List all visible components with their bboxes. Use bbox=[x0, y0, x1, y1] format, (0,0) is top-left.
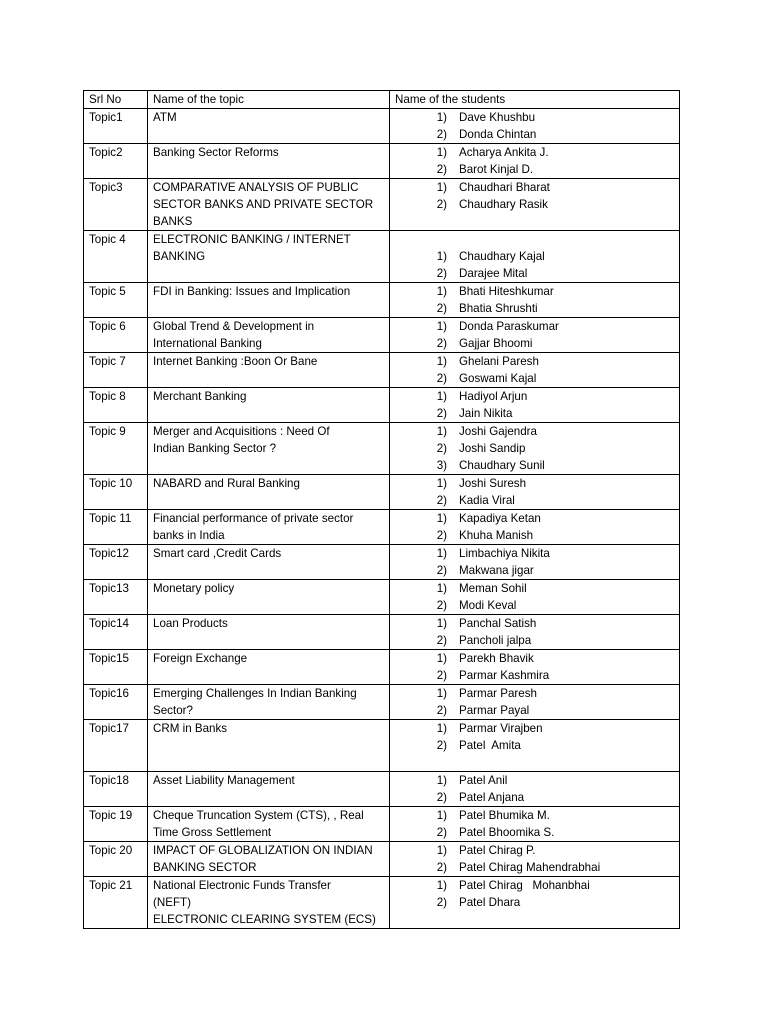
list-item bbox=[421, 650, 674, 667]
students-cell bbox=[390, 842, 680, 877]
student-number bbox=[421, 231, 459, 248]
list-item bbox=[421, 545, 674, 562]
list-item bbox=[421, 126, 674, 143]
student-number: 2) bbox=[436, 163, 447, 176]
topic-line: Sector? bbox=[153, 704, 193, 717]
student-list bbox=[395, 685, 674, 719]
student-list bbox=[395, 580, 674, 614]
topic-line: Monetary policy bbox=[153, 582, 235, 595]
student-number: 1) bbox=[436, 477, 447, 490]
student-name: Donda Paraskumar bbox=[459, 320, 559, 333]
list-item bbox=[421, 318, 674, 335]
table-row bbox=[84, 388, 680, 423]
student-number: 1) bbox=[436, 722, 447, 735]
list-item bbox=[421, 859, 674, 876]
student-number: 1) bbox=[436, 111, 447, 124]
topic-line: Internet Banking :Boon Or Bane bbox=[153, 355, 318, 368]
serial-cell: Topic12 bbox=[84, 545, 148, 580]
list-item bbox=[421, 300, 674, 317]
students-cell bbox=[390, 580, 680, 615]
student-name: Donda Chintan bbox=[459, 128, 537, 141]
serial-cell: Topic 19 bbox=[84, 807, 148, 842]
list-item bbox=[421, 109, 674, 126]
list-item bbox=[421, 842, 674, 859]
student-number: 1) bbox=[436, 250, 447, 263]
topic-cell bbox=[148, 318, 390, 353]
student-number: 1) bbox=[436, 390, 447, 403]
students-cell bbox=[390, 144, 680, 179]
list-item bbox=[421, 423, 674, 440]
topic-cell bbox=[148, 807, 390, 842]
topic-line: Banking Sector Reforms bbox=[153, 146, 279, 159]
students-cell bbox=[390, 545, 680, 580]
table-row bbox=[84, 318, 680, 353]
student-list bbox=[395, 842, 674, 876]
student-name: Parmar Kashmira bbox=[459, 669, 550, 682]
table-row bbox=[84, 475, 680, 510]
student-name: Chaudhari Bharat bbox=[459, 181, 550, 194]
topic-cell bbox=[148, 720, 390, 772]
student-name: Patel Anjana bbox=[459, 791, 525, 804]
student-name: Khuha Manish bbox=[459, 529, 534, 542]
student-number: 1) bbox=[436, 512, 447, 525]
student-list bbox=[395, 109, 674, 143]
list-item bbox=[421, 283, 674, 300]
student-number: 2) bbox=[436, 198, 447, 211]
topic-line: FDI in Banking: Issues and Implication bbox=[153, 285, 351, 298]
list-item bbox=[421, 772, 674, 789]
student-list bbox=[395, 144, 674, 178]
students-cell bbox=[390, 650, 680, 685]
serial-cell: Topic16 bbox=[84, 685, 148, 720]
serial-cell: Topic2 bbox=[84, 144, 148, 179]
student-number: 1) bbox=[436, 355, 447, 368]
topic-line: Merchant Banking bbox=[153, 390, 247, 403]
list-item bbox=[421, 179, 674, 196]
student-list bbox=[395, 423, 674, 474]
topic-line: Foreign Exchange bbox=[153, 652, 248, 665]
table-row bbox=[84, 179, 680, 231]
list-item bbox=[421, 492, 674, 509]
student-list bbox=[395, 475, 674, 509]
student-list bbox=[395, 318, 674, 352]
student-name: Pancholi jalpa bbox=[459, 634, 532, 647]
list-item bbox=[421, 457, 674, 474]
topic-line: Smart card ,Credit Cards bbox=[153, 547, 282, 560]
list-item bbox=[421, 370, 674, 387]
topic-cell bbox=[148, 423, 390, 475]
topic-line: International Banking bbox=[153, 337, 262, 350]
student-name: Joshi Sandip bbox=[459, 442, 526, 455]
student-number: 2) bbox=[436, 564, 447, 577]
list-item bbox=[421, 405, 674, 422]
list-item bbox=[421, 877, 674, 894]
student-list bbox=[395, 353, 674, 387]
student-name: Patel Bhumika M. bbox=[459, 809, 550, 822]
student-number: 2) bbox=[436, 407, 447, 420]
student-name: Kadia Viral bbox=[459, 494, 515, 507]
list-item bbox=[421, 754, 674, 771]
student-number: 1) bbox=[436, 687, 447, 700]
topic-line: BANKING bbox=[153, 250, 206, 263]
student-name: Makwana jigar bbox=[459, 564, 534, 577]
topic-line: Global Trend & Development in bbox=[153, 320, 315, 333]
topic-line: National Electronic Funds Transfer bbox=[153, 879, 331, 892]
student-number bbox=[421, 754, 459, 771]
student-list bbox=[395, 231, 674, 282]
student-name: Parmar Virajben bbox=[459, 722, 543, 735]
topic-line: COMPARATIVE ANALYSIS OF PUBLIC bbox=[153, 181, 359, 194]
student-number: 2) bbox=[436, 896, 447, 909]
topic-line: ATM bbox=[153, 111, 177, 124]
student-name: Acharya Ankita J. bbox=[459, 146, 549, 159]
serial-cell: Topic 6 bbox=[84, 318, 148, 353]
student-list bbox=[395, 615, 674, 649]
table-row bbox=[84, 144, 680, 179]
topic-cell bbox=[148, 580, 390, 615]
list-item bbox=[421, 702, 674, 719]
serial-cell: Topic14 bbox=[84, 615, 148, 650]
topic-cell bbox=[148, 510, 390, 545]
students-cell bbox=[390, 353, 680, 388]
student-list bbox=[395, 510, 674, 544]
serial-cell: Topic17 bbox=[84, 720, 148, 772]
student-list bbox=[395, 720, 674, 771]
student-name: Dave Khushbu bbox=[459, 111, 536, 124]
student-number: 1) bbox=[436, 582, 447, 595]
serial-cell: Topic 9 bbox=[84, 423, 148, 475]
topic-line: banks in India bbox=[153, 529, 225, 542]
table-row bbox=[84, 231, 680, 283]
student-name: Patel Anil bbox=[459, 774, 508, 787]
topic-cell bbox=[148, 283, 390, 318]
student-list bbox=[395, 807, 674, 841]
student-name: Meman Sohil bbox=[459, 582, 527, 595]
topic-line: (NEFT) bbox=[153, 896, 191, 909]
student-number: 2) bbox=[436, 861, 447, 874]
students-cell bbox=[390, 720, 680, 772]
students-cell bbox=[390, 615, 680, 650]
topic-line: Financial performance of private sector bbox=[153, 512, 354, 525]
students-cell bbox=[390, 231, 680, 283]
topic-line: Indian Banking Sector ? bbox=[153, 442, 277, 455]
student-list bbox=[395, 283, 674, 317]
student-number: 2) bbox=[436, 302, 447, 315]
student-name: Patel Chirag Mohanbhai bbox=[459, 879, 590, 892]
student-name: Bhati Hiteshkumar bbox=[459, 285, 554, 298]
student-name: Joshi Suresh bbox=[459, 477, 527, 490]
serial-cell: Topic1 bbox=[84, 109, 148, 144]
table-row bbox=[84, 650, 680, 685]
students-cell bbox=[390, 318, 680, 353]
student-name: Panchal Satish bbox=[459, 617, 537, 630]
list-item bbox=[421, 196, 674, 213]
table-row bbox=[84, 772, 680, 807]
table-row bbox=[84, 283, 680, 318]
table-row bbox=[84, 353, 680, 388]
topic-cell bbox=[148, 685, 390, 720]
topic-cell bbox=[148, 545, 390, 580]
table-row bbox=[84, 685, 680, 720]
student-number: 2) bbox=[436, 704, 447, 717]
list-item bbox=[421, 562, 674, 579]
student-number: 2) bbox=[436, 337, 447, 350]
student-name: Parekh Bhavik bbox=[459, 652, 534, 665]
topic-cell bbox=[148, 842, 390, 877]
student-name: Joshi Gajendra bbox=[459, 425, 537, 438]
topic-line: ELECTRONIC BANKING / INTERNET bbox=[153, 233, 351, 246]
table-header-row bbox=[84, 91, 680, 109]
list-item bbox=[421, 737, 674, 754]
student-number: 1) bbox=[436, 181, 447, 194]
students-cell bbox=[390, 877, 680, 929]
topic-cell bbox=[148, 388, 390, 423]
student-number: 2) bbox=[436, 826, 447, 839]
student-name: Kapadiya Ketan bbox=[459, 512, 541, 525]
student-list bbox=[395, 179, 674, 213]
serial-cell: Topic3 bbox=[84, 179, 148, 231]
serial-cell: Topic13 bbox=[84, 580, 148, 615]
students-cell bbox=[390, 283, 680, 318]
topic-line: Emerging Challenges In Indian Banking bbox=[153, 687, 357, 700]
list-item bbox=[421, 144, 674, 161]
header-topic-name: Name of the topic bbox=[148, 91, 390, 109]
student-list bbox=[395, 388, 674, 422]
student-number: 1) bbox=[436, 774, 447, 787]
topic-line: Loan Products bbox=[153, 617, 228, 630]
topic-line: NABARD and Rural Banking bbox=[153, 477, 300, 490]
student-number: 2) bbox=[436, 791, 447, 804]
serial-cell: Topic 8 bbox=[84, 388, 148, 423]
table-row bbox=[84, 423, 680, 475]
list-item bbox=[421, 720, 674, 737]
list-item bbox=[421, 265, 674, 282]
topics-table bbox=[83, 90, 680, 929]
students-cell bbox=[390, 510, 680, 545]
student-name: Hadiyol Arjun bbox=[459, 390, 528, 403]
list-item bbox=[421, 510, 674, 527]
topic-line: SECTOR BANKS AND PRIVATE SECTOR bbox=[153, 198, 374, 211]
student-number: 1) bbox=[436, 844, 447, 857]
topic-cell bbox=[148, 231, 390, 283]
serial-cell: Topic 4 bbox=[84, 231, 148, 283]
list-item bbox=[421, 632, 674, 649]
student-number: 2) bbox=[436, 267, 447, 280]
student-name: Patel Chirag P. bbox=[459, 844, 536, 857]
list-item bbox=[421, 475, 674, 492]
students-cell bbox=[390, 179, 680, 231]
student-name: Patel Chirag Mahendrabhai bbox=[459, 861, 601, 874]
student-number: 2) bbox=[436, 599, 447, 612]
list-item bbox=[421, 353, 674, 370]
table-row bbox=[84, 615, 680, 650]
list-item bbox=[421, 527, 674, 544]
serial-cell: Topic 10 bbox=[84, 475, 148, 510]
topic-cell bbox=[148, 109, 390, 144]
student-number: 2) bbox=[436, 372, 447, 385]
table-row bbox=[84, 842, 680, 877]
topic-line: IMPACT OF GLOBALIZATION ON INDIAN bbox=[153, 844, 373, 857]
table-row bbox=[84, 720, 680, 772]
topic-cell bbox=[148, 144, 390, 179]
topic-line: BANKS bbox=[153, 215, 193, 228]
list-item bbox=[421, 894, 674, 911]
student-name: Ghelani Paresh bbox=[459, 355, 539, 368]
student-number: 2) bbox=[436, 739, 447, 752]
student-number: 1) bbox=[436, 809, 447, 822]
list-item bbox=[421, 580, 674, 597]
topic-cell bbox=[148, 615, 390, 650]
topic-line: Merger and Acquisitions : Need Of bbox=[153, 425, 330, 438]
topic-cell bbox=[148, 179, 390, 231]
student-number: 1) bbox=[436, 879, 447, 892]
student-name: Chaudhary Kajal bbox=[459, 250, 545, 263]
student-name: Bhatia Shrushti bbox=[459, 302, 538, 315]
serial-cell: Topic 21 bbox=[84, 877, 148, 929]
list-item bbox=[421, 807, 674, 824]
topic-line: Cheque Truncation System (CTS), , Real bbox=[153, 809, 364, 822]
list-item bbox=[421, 615, 674, 632]
student-name: Gajjar Bhoomi bbox=[459, 337, 533, 350]
table-row bbox=[84, 510, 680, 545]
header-srl-no: Srl No bbox=[84, 91, 148, 109]
student-name: Barot Kinjal D. bbox=[459, 163, 534, 176]
student-name: Modi Keval bbox=[459, 599, 517, 612]
table-body bbox=[84, 109, 680, 929]
table-row bbox=[84, 109, 680, 144]
serial-cell: Topic 11 bbox=[84, 510, 148, 545]
student-name: Chaudhary Rasik bbox=[459, 198, 548, 211]
list-item bbox=[421, 161, 674, 178]
table-row bbox=[84, 580, 680, 615]
student-list bbox=[395, 772, 674, 806]
student-list bbox=[395, 545, 674, 579]
list-item bbox=[421, 248, 674, 265]
serial-cell: Topic 7 bbox=[84, 353, 148, 388]
list-item bbox=[421, 789, 674, 806]
list-item bbox=[421, 440, 674, 457]
student-number: 1) bbox=[436, 617, 447, 630]
student-number: 2) bbox=[436, 128, 447, 141]
student-name: Parmar Paresh bbox=[459, 687, 537, 700]
topic-cell bbox=[148, 475, 390, 510]
list-item bbox=[421, 685, 674, 702]
student-number: 1) bbox=[436, 320, 447, 333]
list-item bbox=[421, 667, 674, 684]
students-cell bbox=[390, 423, 680, 475]
topic-cell bbox=[148, 650, 390, 685]
student-number: 1) bbox=[436, 652, 447, 665]
students-cell bbox=[390, 685, 680, 720]
list-item bbox=[421, 231, 674, 248]
topic-cell bbox=[148, 353, 390, 388]
students-cell bbox=[390, 109, 680, 144]
topic-line: ELECTRONIC CLEARING SYSTEM (ECS) bbox=[153, 913, 376, 926]
students-cell bbox=[390, 475, 680, 510]
student-number: 3) bbox=[436, 459, 447, 472]
student-name: Patel Amita bbox=[459, 739, 521, 752]
student-number: 2) bbox=[436, 442, 447, 455]
topic-line: CRM in Banks bbox=[153, 722, 228, 735]
header-student-names: Name of the students bbox=[390, 91, 680, 109]
student-name: Darajee Mital bbox=[459, 267, 528, 280]
students-cell bbox=[390, 772, 680, 807]
serial-cell: Topic15 bbox=[84, 650, 148, 685]
topic-line: Time Gross Settlement bbox=[153, 826, 272, 839]
student-number: 1) bbox=[436, 146, 447, 159]
student-name: Patel Dhara bbox=[459, 896, 521, 909]
student-name: Goswami Kajal bbox=[459, 372, 537, 385]
list-item bbox=[421, 388, 674, 405]
students-cell bbox=[390, 388, 680, 423]
student-number: 1) bbox=[436, 547, 447, 560]
list-item bbox=[421, 335, 674, 352]
students-cell bbox=[390, 807, 680, 842]
student-name: Jain Nikita bbox=[459, 407, 513, 420]
table-row bbox=[84, 877, 680, 929]
student-list bbox=[395, 650, 674, 684]
student-name: Parmar Payal bbox=[459, 704, 530, 717]
student-number: 2) bbox=[436, 494, 447, 507]
table-row bbox=[84, 807, 680, 842]
topic-cell bbox=[148, 877, 390, 929]
student-number: 2) bbox=[436, 529, 447, 542]
student-number: 1) bbox=[436, 425, 447, 438]
student-name: Limbachiya Nikita bbox=[459, 547, 550, 560]
list-item bbox=[421, 597, 674, 614]
student-number: 2) bbox=[436, 669, 447, 682]
serial-cell: Topic 20 bbox=[84, 842, 148, 877]
serial-cell: Topic18 bbox=[84, 772, 148, 807]
table-row bbox=[84, 545, 680, 580]
student-number: 1) bbox=[436, 285, 447, 298]
student-list bbox=[395, 877, 674, 911]
topic-line: Asset Liability Management bbox=[153, 774, 295, 787]
list-item bbox=[421, 824, 674, 841]
serial-cell: Topic 5 bbox=[84, 283, 148, 318]
student-name: Chaudhary Sunil bbox=[459, 459, 545, 472]
student-number: 2) bbox=[436, 634, 447, 647]
student-name: Patel Bhoomika S. bbox=[459, 826, 555, 839]
document-page bbox=[83, 90, 679, 929]
topic-cell bbox=[148, 772, 390, 807]
topic-line: BANKING SECTOR bbox=[153, 861, 257, 874]
